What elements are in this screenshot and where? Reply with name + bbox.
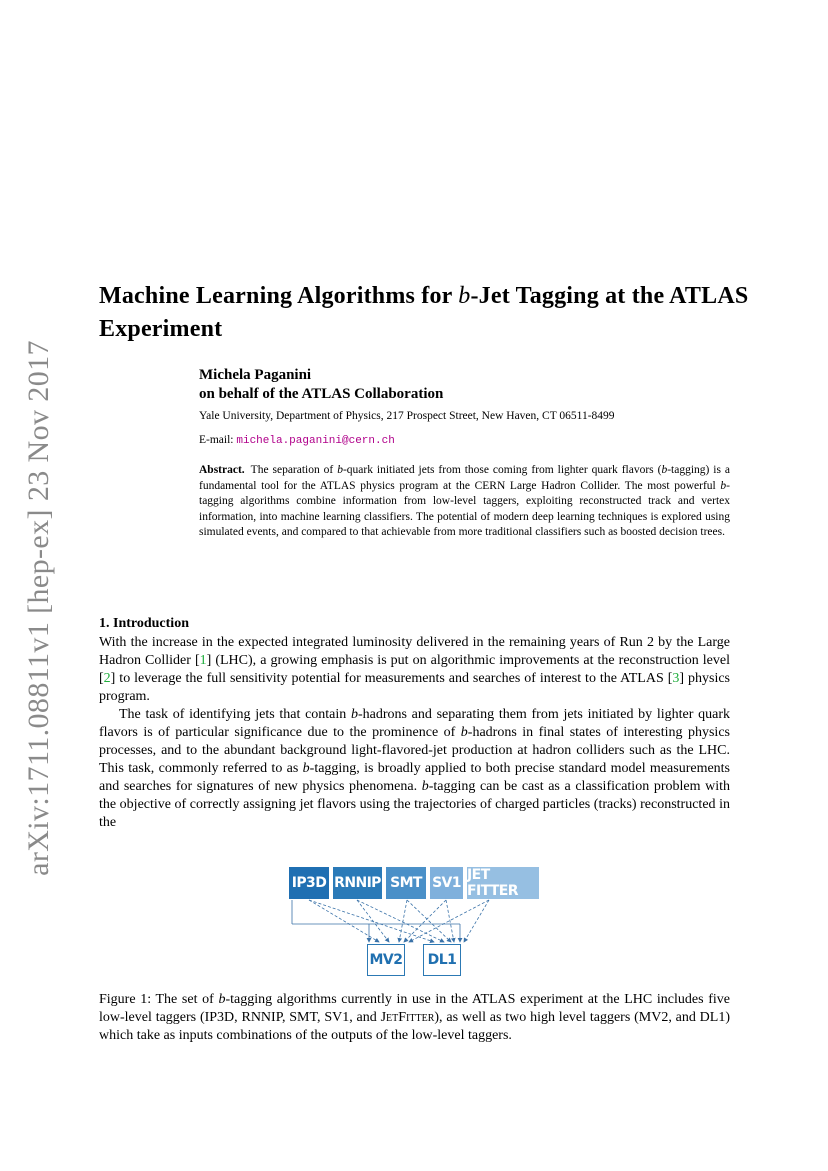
abstract: Abstract. The separation of b-quark initiated jets from those coming from lighter quark flavors (b-tagging) is a fundamental tool for the ATLAS physics program at the CERN Large Hadron Collider. The most powerful b-tagging algorithms combine information from low-level taggers, exploiting reconstructed track and vertex information, into machine learning classifiers. The potential of modern deep learning techniques is explored using simulated events, and compared to that achievable from more traditional classifiers such as boosted decision trees. xyxy=(199,464,730,539)
author-block xyxy=(199,366,759,449)
introduction-text xyxy=(99,634,730,832)
tagger-box-dl1: DL1 xyxy=(423,944,461,976)
tagger-box-mv2: MV2 xyxy=(367,944,405,976)
tagger-box-smt: SMT xyxy=(386,867,426,899)
figure-caption: Figure 1: The set of b-tagging algorithms currently in use in the ATLAS experiment at the LHC includes five low-level taggers (IP3D, RNNIP, SMT, SV1, and JetFitter), as well as two high level taggers (MV2, and DL1) which take as inputs combinations of the outputs of the low-level taggers. xyxy=(99,992,730,1043)
paragraph-2: The task of identifying jets that contain b-hadrons and separating them from jets initiated by lighter quark flavors is of particular significance due to the prominence of b-hadrons in final states of interesting physics processes, and to the abundant background light-flavored-jet production at hadron colliders such as the LHC. This task, commonly referred to as b-tagging, is broadly applied to both precise standard model measurements and searches for signatures of new physics phenomena. b-tagging can be cast as a classification problem with the objective of correctly assigning jet flavors using the trajectories of charged particles (tracks) reconstructed in the xyxy=(99,707,731,830)
tagger-box-rnnip: RNNIP xyxy=(333,867,382,899)
paper-title: Machine Learning Algorithms for b-Jet Tagging at the ATLAS Experiment xyxy=(99,283,749,342)
collaboration: on behalf of the ATLAS Collaboration xyxy=(199,386,444,402)
citation-link[interactable]: 3 xyxy=(672,671,680,686)
arxiv-identifier: arXiv:1711.08811v1 [hep-ex] 23 Nov 2017 xyxy=(22,339,55,876)
email-line: E-mail: michela.paganini@cern.ch xyxy=(199,434,395,447)
tagger-box-jetfitter: JET FITTER xyxy=(467,867,539,899)
email-link[interactable]: michela.paganini@cern.ch xyxy=(236,435,395,447)
tagger-diagram xyxy=(289,867,539,979)
affiliation: Yale University, Department of Physics, 217 Prospect Street, New Haven, CT 06511-8499 xyxy=(199,410,615,422)
citation-link[interactable]: 1 xyxy=(199,653,207,668)
author-name: Michela Paganini xyxy=(199,367,312,383)
tagger-box-sv1: SV1 xyxy=(430,867,463,899)
tagger-box-ip3d: IP3D xyxy=(289,867,329,899)
paragraph-1: With the increase in the expected integrated luminosity delivered in the remaining years of Run 2 by the Large Hadron Collider [1] (LHC), a growing emphasis is put on algorithmic improvements at the reconstruction level [2] to leverage the full sensitivity potential for measurements and searches of interest to the ATLAS [3] physics program. xyxy=(99,635,731,704)
citation-link[interactable]: 2 xyxy=(103,671,111,686)
abstract-label: Abstract. xyxy=(199,464,245,476)
section-heading-introduction: 1. Introduction xyxy=(99,616,189,631)
